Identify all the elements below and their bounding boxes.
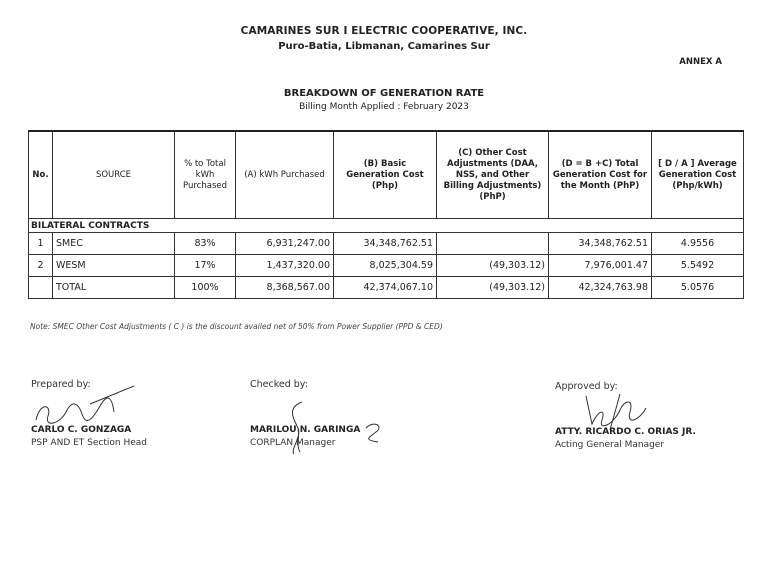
col-pct: % to Total kWh Purchased bbox=[175, 131, 236, 219]
cell-basic: 42,374,067.10 bbox=[334, 277, 437, 299]
prepared-by-position: PSP AND ET Section Head bbox=[31, 438, 147, 448]
total-row bbox=[29, 277, 744, 299]
cell-total: 7,976,001.47 bbox=[549, 255, 652, 277]
approved-by-label: Approved by: bbox=[555, 381, 618, 392]
cell-pct: 83% bbox=[175, 233, 236, 255]
checked-by-name: MARILOU N. GARINGA bbox=[250, 425, 361, 435]
col-average-cost: [ D / A ] Average Generation Cost (Php/kWh) bbox=[652, 131, 744, 219]
cell-source: TOTAL bbox=[53, 277, 175, 299]
prepared-by-label: Prepared by: bbox=[31, 379, 91, 390]
col-total-cost: (D = B +C) Total Generation Cost for the Month (PhP) bbox=[549, 131, 652, 219]
cell-basic: 34,348,762.51 bbox=[334, 233, 437, 255]
col-kwh: (A) kWh Purchased bbox=[236, 131, 334, 219]
cell-pct: 17% bbox=[175, 255, 236, 277]
cell-basic: 8,025,304.59 bbox=[334, 255, 437, 277]
annex-label: ANNEX A bbox=[679, 57, 722, 67]
table-row bbox=[29, 255, 744, 277]
col-basic-cost: (B) Basic Generation Cost (Php) bbox=[334, 131, 437, 219]
section-row bbox=[29, 219, 744, 233]
col-source: SOURCE bbox=[53, 131, 175, 219]
checked-by-label: Checked by: bbox=[250, 379, 308, 390]
approved-by-position: Acting General Manager bbox=[555, 440, 665, 450]
cell-kwh: 1,437,320.00 bbox=[236, 255, 334, 277]
cell-avg: 5.0576 bbox=[652, 277, 744, 299]
cell-other bbox=[437, 233, 549, 255]
approved-by-name: ATTY. RICARDO C. ORIAS JR. bbox=[555, 427, 696, 437]
cell-avg: 4.9556 bbox=[652, 233, 744, 255]
footnote: Note: SMEC Other Cost Adjustments ( C ) is the discount availed net of 50% from Power Supplier (PPD & CED) bbox=[30, 322, 443, 331]
document-title: BREAKDOWN OF GENERATION RATE bbox=[283, 88, 485, 99]
table-header-row bbox=[29, 131, 744, 219]
table-row bbox=[29, 233, 744, 255]
cell-source: WESM bbox=[53, 255, 175, 277]
organization-address: Puro-Batia, Libmanan, Camarines Sur bbox=[278, 41, 490, 52]
billing-month: Billing Month Applied : February 2023 bbox=[299, 102, 469, 112]
cell-pct: 100% bbox=[175, 277, 236, 299]
cell-no bbox=[29, 277, 53, 299]
cell-kwh: 6,931,247.00 bbox=[236, 233, 334, 255]
cell-kwh: 8,368,567.00 bbox=[236, 277, 334, 299]
cell-total: 34,348,762.51 bbox=[549, 233, 652, 255]
cell-source: SMEC bbox=[53, 233, 175, 255]
checked-by-position: CORPLAN Manager bbox=[250, 438, 336, 448]
cell-no: 2 bbox=[29, 255, 53, 277]
cell-total: 42,324,763.98 bbox=[549, 277, 652, 299]
prepared-by-name: CARLO C. GONZAGA bbox=[31, 425, 132, 435]
cell-other: (49,303.12) bbox=[437, 255, 549, 277]
organization-name: CAMARINES SUR I ELECTRIC COOPERATIVE, INC. bbox=[240, 25, 528, 37]
cell-other: (49,303.12) bbox=[437, 277, 549, 299]
cell-avg: 5.5492 bbox=[652, 255, 744, 277]
generation-rate-table bbox=[28, 130, 744, 299]
cell-no: 1 bbox=[29, 233, 53, 255]
col-other-cost: (C) Other Cost Adjustments (DAA, NSS, and Other Billing Adjustments) (PhP) bbox=[437, 131, 549, 219]
section-label: BILATERAL CONTRACTS bbox=[29, 219, 744, 233]
col-no: No. bbox=[29, 131, 53, 219]
